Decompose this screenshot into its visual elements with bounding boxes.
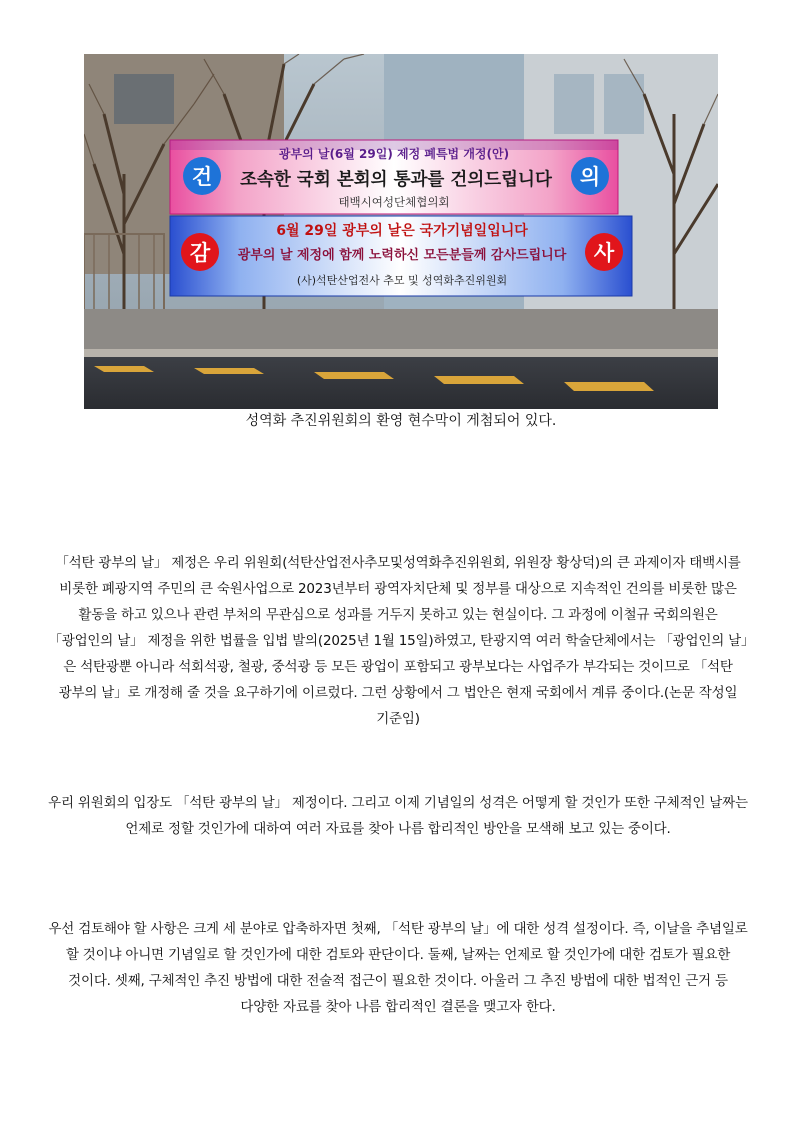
banner-bottom-org: (사)석탄산업전사 추모 및 성역화추진위원회 (296, 274, 508, 287)
banner-top-left-char: 건 (191, 165, 213, 189)
paragraph-1: 「석탄 광부의 날」 제정은 우리 위원회(석탄산업전사추모및성역화추진위원회, 위원장 황상덕)의 큰 과제이자 태백시를 비롯한 폐광지역 주민의 큰 숙원사업으로 2023년부터 광역자치단체 및 정부를 대상으로 지속적인 건의를 비롯한 많은 활동을 하고 있으나 관련 부처의 무관심으로 성과를 거두지 못하고 있는 현실이다. 그 과정에 이철규 국회의원은 「광업인의 날」 제정을 위한 법률을 입법 발의(2025년 1월 15일)하였고, 탄광지역 여러 학술단체에서는 「광업인의 날」은 석탄광뿐 아니라 석회석광, 철광, 중석광 등 모든 광업이 포함되고 광부보다는 사업주가 부각되는 것이므로 「석탄 광부의 날」로 개정해 줄 것을 요구하기에 이르렀다. 그런 상황에서 그 법안은 현재 국회에서 계류 중이다.(논문 작성일 기준임) (48, 555, 748, 727)
banner-bottom-line2: 광부의 날 제정에 함께 노력하신 모든분들께 감사드립니다 (237, 248, 567, 263)
banner-top-org: 태백시여성단체협의회 (338, 195, 450, 209)
banner-bottom-left-char: 감 (189, 241, 211, 265)
banner-bottom-right-char: 사 (593, 241, 615, 265)
photo-caption: 성역화 추진위원회의 환영 현수막이 게첨되어 있다. (245, 413, 557, 429)
banner-bottom-line1: 6월 29일 광부의 날은 국가기념일입니다 (276, 223, 528, 239)
banner-top-right-char: 의 (579, 165, 601, 189)
paragraph-3: 우선 검토해야 할 사항은 크게 세 분야로 압축하자면 첫째, 「석탄 광부의 날」에 대한 성격 설정이다. 즉, 이날을 추념일로 할 것이냐 아니면 기념일로 할 것인가에 대한 검토와 판단이다. 둘째, 날짜는 언제로 할 것인가에 대한 검토가 필요한 것이다. 셋째, 구체적인 추진 방법에 대한 전술적 접근이 필요한 것이다. 아울러 그 추진 방법에 대한 법적인 근거 등 다양한 자료를 찾아 나름 합리적인 결론을 맺고자 한다. (48, 921, 748, 1015)
banner-top-line2: 조속한 국회 본회의 통과를 건의드립니다 (240, 170, 552, 190)
banner-top-line1: 광부의 날(6월 29일) 제정 폐특법 개정(안) (278, 147, 510, 161)
paragraph-2: 우리 위원회의 입장도 「석탄 광부의 날」 제정이다. 그리고 이제 기념일의 성격은 어떻게 할 것인가 또한 구체적인 날짜는 언제로 정할 것인가에 대하여 여러 자료를 찾아 나름 합리적인 방안을 모색해 보고 있는 중이다. (48, 795, 748, 837)
banner-photo (84, 54, 718, 409)
